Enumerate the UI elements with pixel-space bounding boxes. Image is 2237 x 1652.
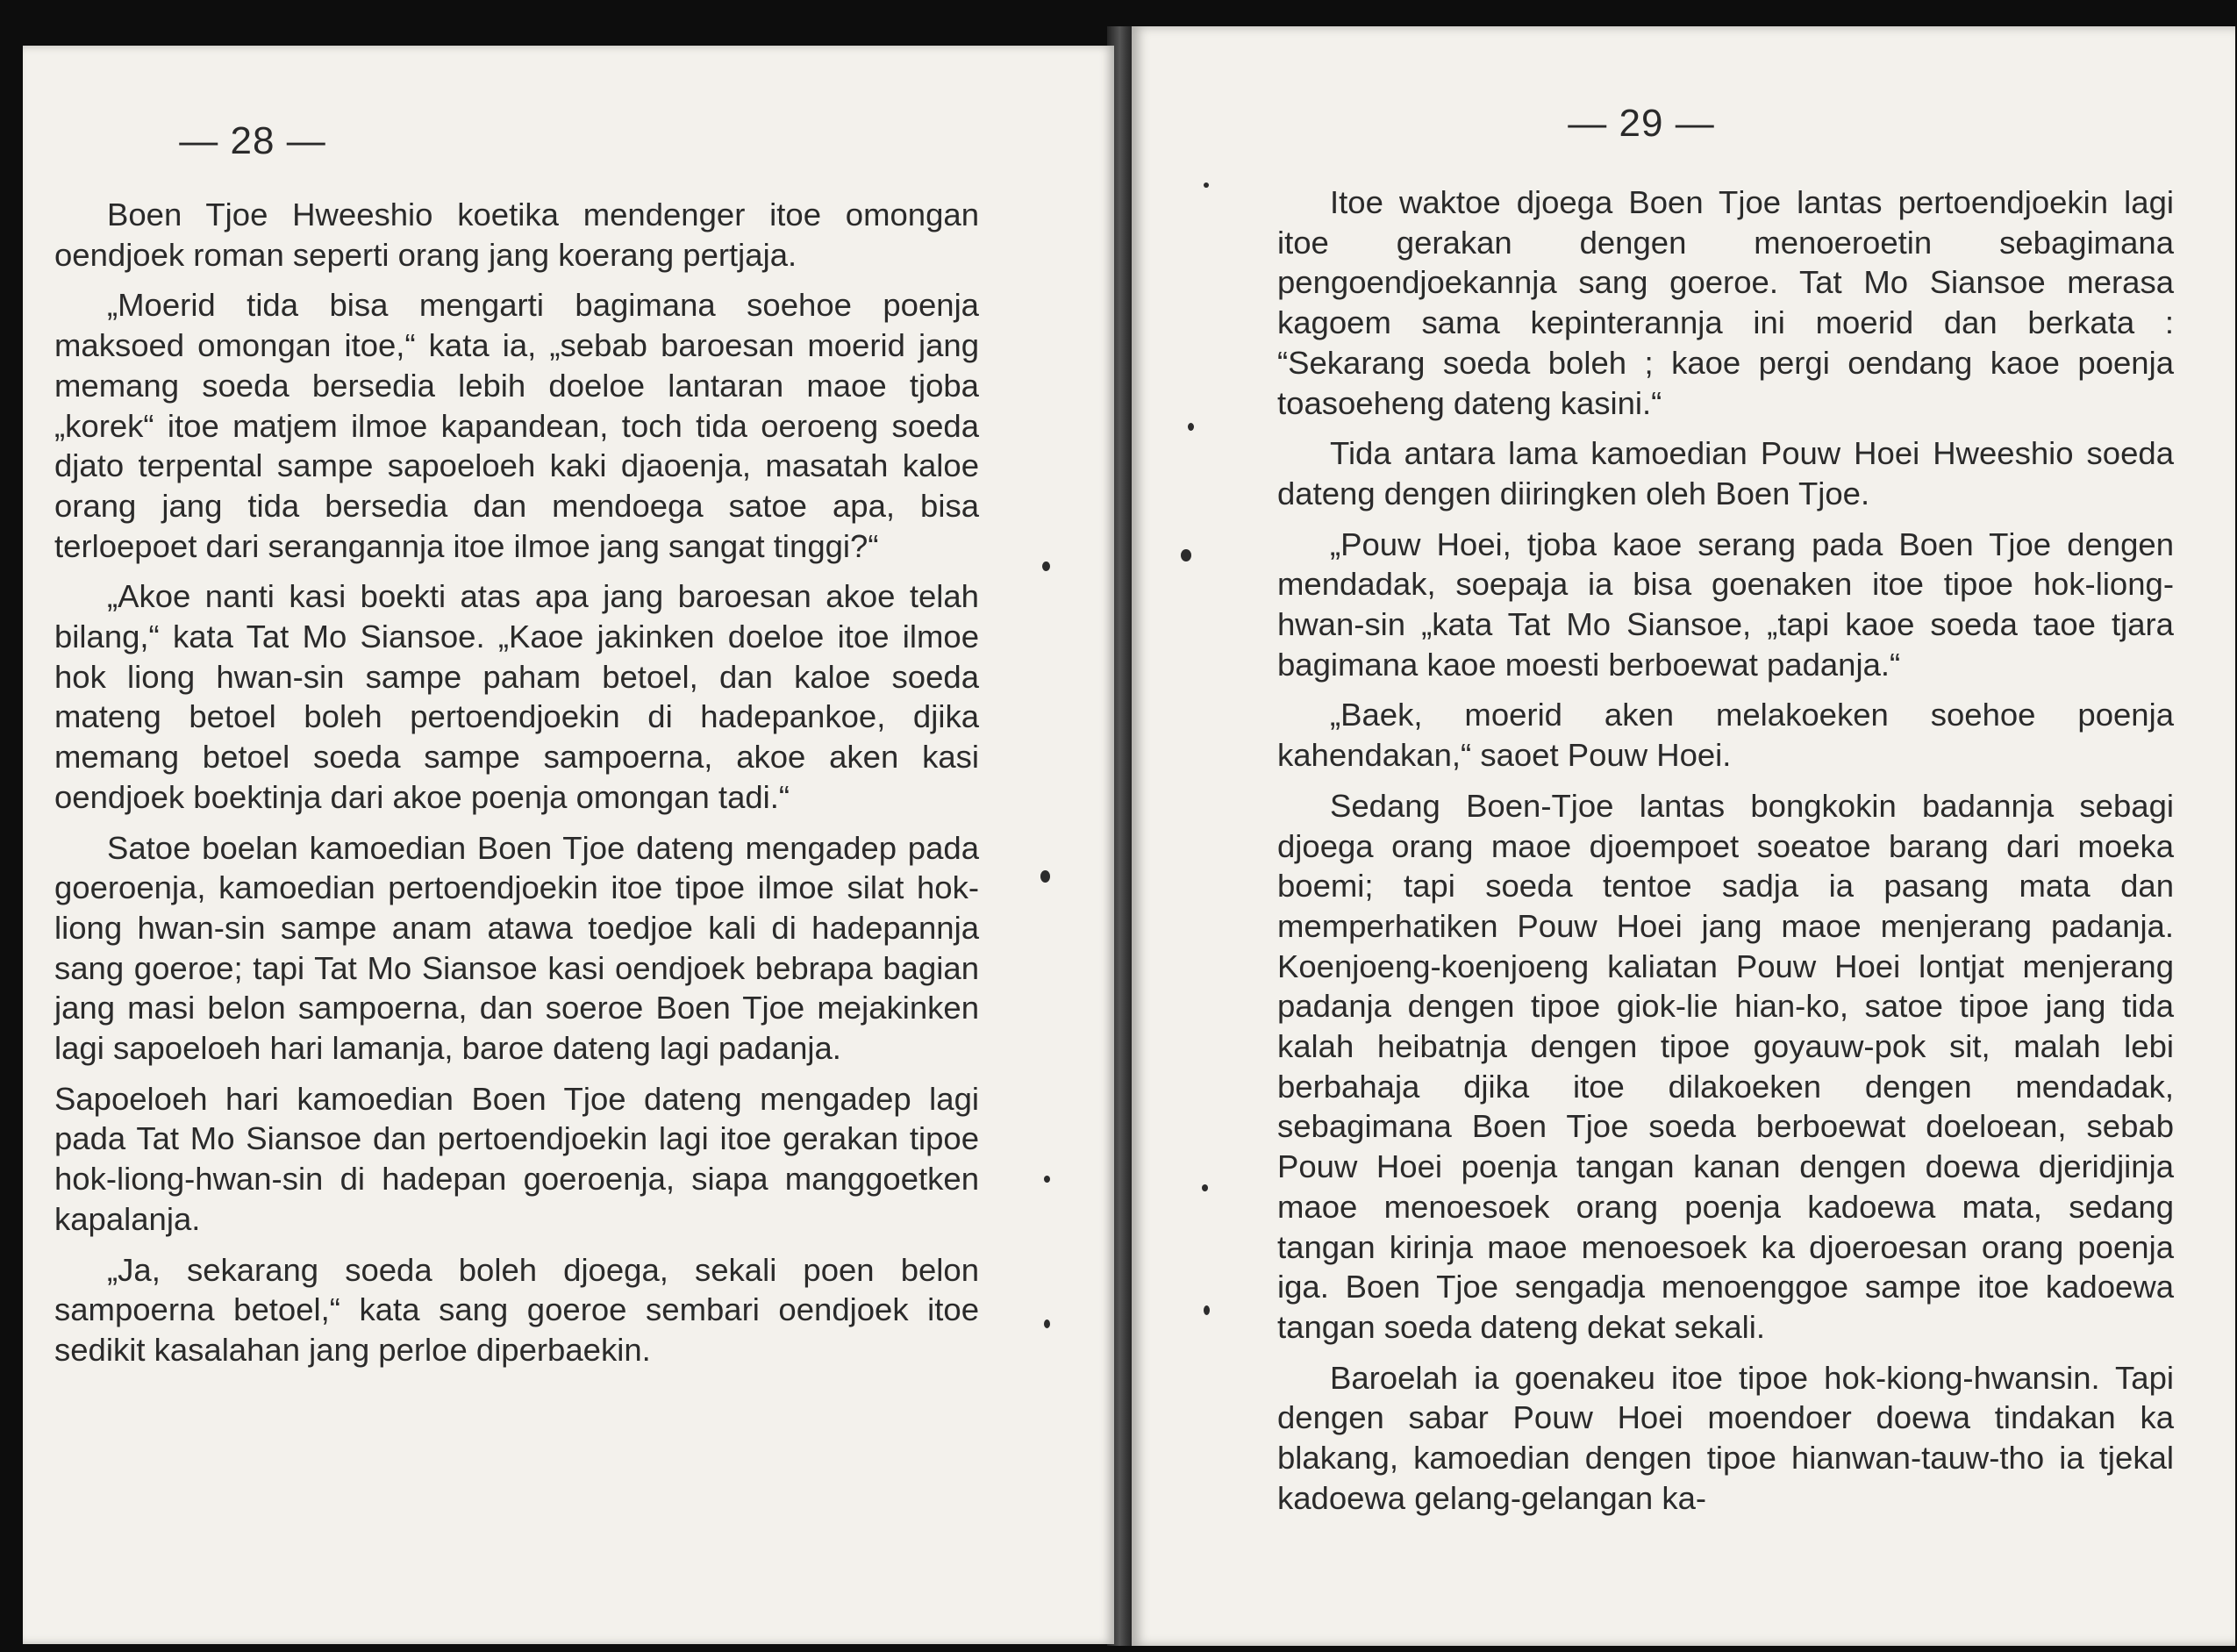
print-speck bbox=[1204, 1305, 1210, 1315]
paragraph: „Pouw Hoei, tjoba kaoe serang pada Boen Tjoe dengen mendadak, soepaja ia bisa goenaken itoe tipoe hok-liong-hwan-sin „kata Tat Mo Siansoe, „tapi kaoe soeda taoe tjara bagimana kaoe moesti berboewat padanja.“ bbox=[1277, 526, 2174, 683]
print-speck bbox=[1044, 1176, 1050, 1183]
print-speck bbox=[1204, 182, 1209, 188]
print-speck bbox=[1181, 549, 1191, 561]
paragraph: Boen Tjoe Hweeshio koetika mendenger itoe omongan oendjoek roman seperti orang jang koerang pertjaja. bbox=[54, 197, 979, 273]
paragraph: „Ja, sekarang soeda boleh djoega, sekali poen belon sampoerna betoel,“ kata sang goeroe sembari oendjoek itoe sedikit kasalahan jang perloe diperbaekin. bbox=[54, 1251, 979, 1368]
page-body bbox=[1277, 182, 2174, 1529]
left-page bbox=[23, 46, 1114, 1644]
paragraph: Satoe boelan kamoedian Boen Tjoe dateng mengadep pada goeroenja, kamoedian pertoendjoekin itoe tipoe ilmoe silat hok-liong hwan-sin sampe anam atawa toedjoe kali di hadepannja sang goeroe; tapi Tat Mo Siansoe kasi oendjoek bebrapa bagian jang masi belon sampoerna, dan soeroe Boen Tjoe mejakinken lagi sapoeloeh hari lamanja, baroe dateng lagi padanja. bbox=[54, 829, 979, 1067]
print-speck bbox=[1202, 1184, 1208, 1191]
paragraph: „Akoe nanti kasi boekti atas apa jang baroesan akoe telah bilang,“ kata Tat Mo Siansoe. „Kaoe jakinken doeloe itoe ilmoe hok liong hwan-sin sampe paham betoel, dan kaloe soeda mateng betoel boleh pertoendjoekin di hadepankoe, djika memang betoel soeda sampe sampoerna, akoe aken kasi oendjoek boektinja dari akoe poenja omongan tadi.“ bbox=[54, 578, 979, 815]
print-speck bbox=[1188, 423, 1194, 431]
paragraph: Itoe waktoe djoega Boen Tjoe lantas pertoendjoekin lagi itoe gerakan dengen menoeroetin sebagimana pengoendjoekannja sang goeroe. Tat Mo Siansoe merasa kagoem sama kepinterannja ini moerid dan berkata : “Sekarang soeda boleh ; kaoe pergi oendang kaoe poenja toasoeheng dateng kasini.“ bbox=[1277, 184, 2174, 421]
right-page bbox=[1132, 26, 2235, 1646]
page-number: — 28 — bbox=[179, 119, 326, 162]
paragraph: „Moerid tida bisa mengarti bagimana soehoe poenja maksoed omongan itoe,“ kata ia, „sebab baroesan moerid jang memang soeda bersedia lebih doeloe lantaran maoe tjoba „korek“ itoe matjem ilmoe kapandean, toch tida oeroeng soeda djato terpental sampe sapoeloeh kaki djaoenja, masatah kaloe orang jang tida bersedia dan mendoega satoe apa, bisa terloepoet dari serangannja itoe ilmoe jang sangat tinggi?“ bbox=[54, 287, 979, 564]
page-number: — 29 — bbox=[1568, 102, 1715, 145]
paragraph: Tida antara lama kamoedian Pouw Hoei Hweeshio soeda dateng dengen diiringken oleh Boen Tjoe. bbox=[1277, 435, 2174, 511]
paragraph: Sedang Boen-Tjoe lantas bongkokin badannja sebagi djoega orang maoe djoempoet soeatoe barang dari moeka boemi; tapi soeda tentoe sadja ia pasang mata dan memperhatiken Pouw Hoei jang maoe menjerang padanja. Koenjoeng-koenjoeng kaliatan Pouw Hoei lontjat menjerang padanja dengen tipoe giok-lie hian-ko, satoe tipoe jang tida kalah heibatnja dengen tipoe goyauw-pok sit, malah lebi berbahaja djika itoe dilakoeken dengen mendadak, sebagimana Boen Tjoe soeda berboewat doeloean, sebab Pouw Hoei poenja tangan kanan dengen doewa djeridjinja maoe menoesoek orang poenja kadoewa mata, sedang tangan kirinja maoe menoesoek ka djoeroesan orang poenja iga. Boen Tjoe sengadja menoenggoe sampe itoe kadoewa tangan soeda dateng dekat sekali. bbox=[1277, 787, 2174, 1345]
print-speck bbox=[1042, 561, 1050, 571]
print-speck bbox=[1044, 1319, 1050, 1328]
paragraph: Sapoeloeh hari kamoedian Boen Tjoe dateng mengadep lagi pada Tat Mo Siansoe dan pertoendjoekin lagi itoe gerakan tipoe hok-liong-hwan-sin di hadepan goeroenja, siapa manggoetken kapalanja. bbox=[54, 1080, 979, 1237]
print-speck bbox=[1040, 870, 1050, 883]
paragraph: „Baek, moerid aken melakoeken soehoe poenja kahendakan,“ saoet Pouw Hoei. bbox=[1277, 697, 2174, 774]
page-body bbox=[54, 195, 979, 1381]
paragraph: Baroelah ia goenakeu itoe tipoe hok-kiong-hwansin. Tapi dengen sabar Pouw Hoei moendoer doewa tindakan ka blakang, kamoedian dengen tipoe hianwan-tauw-tho ia tjekal kadoewa gelang-gelangan ka- bbox=[1277, 1359, 2174, 1516]
